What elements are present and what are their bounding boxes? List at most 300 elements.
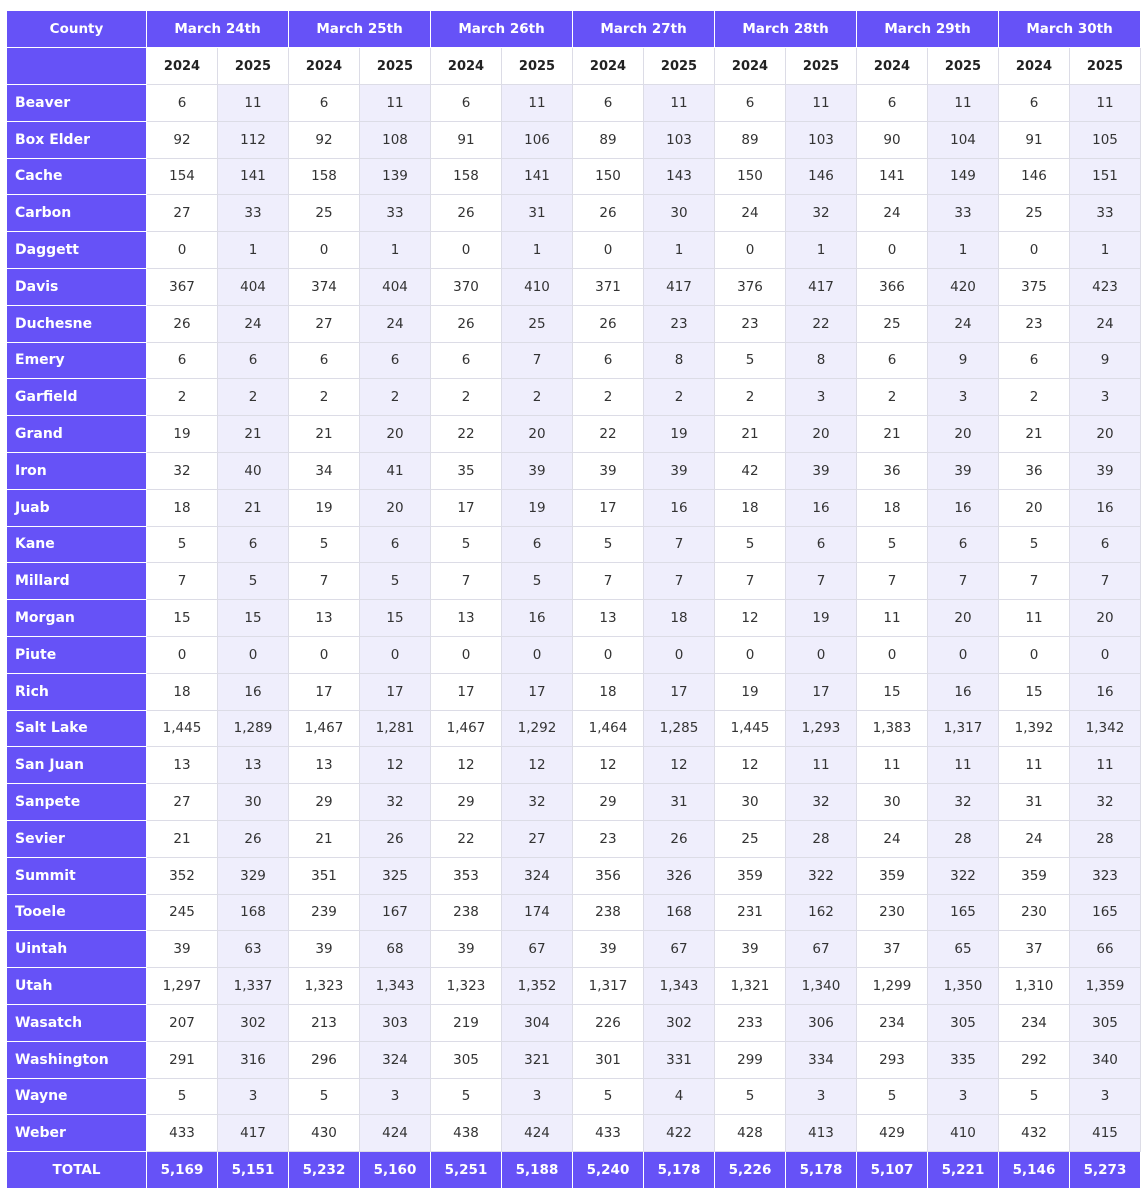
value-cell: 5 xyxy=(857,1078,928,1115)
date-header: March 27th xyxy=(573,11,715,48)
total-value-cell: 5,232 xyxy=(289,1152,360,1189)
value-cell: 29 xyxy=(573,784,644,821)
value-cell: 5 xyxy=(573,526,644,563)
value-cell: 1,323 xyxy=(431,968,502,1005)
county-name-cell: Carbon xyxy=(7,195,147,232)
value-cell: 359 xyxy=(857,857,928,894)
date-header: March 28th xyxy=(715,11,857,48)
value-cell: 219 xyxy=(431,1004,502,1041)
value-cell: 37 xyxy=(857,931,928,968)
value-cell: 32 xyxy=(786,784,857,821)
value-cell: 5 xyxy=(715,1078,786,1115)
value-cell: 16 xyxy=(928,673,999,710)
value-cell: 141 xyxy=(218,158,289,195)
value-cell: 66 xyxy=(1070,931,1141,968)
date-header: March 25th xyxy=(289,11,431,48)
value-cell: 6 xyxy=(431,342,502,379)
total-value-cell: 5,226 xyxy=(715,1152,786,1189)
value-cell: 2 xyxy=(218,379,289,416)
value-cell: 11 xyxy=(1070,85,1141,122)
value-cell: 0 xyxy=(218,636,289,673)
value-cell: 230 xyxy=(999,894,1070,931)
value-cell: 306 xyxy=(786,1004,857,1041)
value-cell: 16 xyxy=(786,489,857,526)
county-table-container xyxy=(6,10,1140,1189)
table-row xyxy=(7,1115,1141,1152)
value-cell: 5 xyxy=(502,563,573,600)
table-row xyxy=(7,710,1141,747)
value-cell: 25 xyxy=(715,820,786,857)
value-cell: 5 xyxy=(360,563,431,600)
table-row xyxy=(7,931,1141,968)
value-cell: 1,317 xyxy=(573,968,644,1005)
value-cell: 36 xyxy=(999,452,1070,489)
value-cell: 6 xyxy=(573,85,644,122)
value-cell: 20 xyxy=(1070,416,1141,453)
value-cell: 340 xyxy=(1070,1041,1141,1078)
value-cell: 24 xyxy=(715,195,786,232)
value-cell: 1,285 xyxy=(644,710,715,747)
value-cell: 2 xyxy=(857,379,928,416)
value-cell: 18 xyxy=(573,673,644,710)
value-cell: 2 xyxy=(147,379,218,416)
value-cell: 6 xyxy=(1070,526,1141,563)
county-name-cell: Emery xyxy=(7,342,147,379)
value-cell: 376 xyxy=(715,268,786,305)
value-cell: 5 xyxy=(857,526,928,563)
value-cell: 375 xyxy=(999,268,1070,305)
county-name-cell: Sanpete xyxy=(7,784,147,821)
value-cell: 3 xyxy=(360,1078,431,1115)
value-cell: 30 xyxy=(218,784,289,821)
value-cell: 39 xyxy=(289,931,360,968)
table-row xyxy=(7,342,1141,379)
year-header: 2024 xyxy=(715,48,786,85)
value-cell: 335 xyxy=(928,1041,999,1078)
value-cell: 21 xyxy=(147,820,218,857)
value-cell: 0 xyxy=(573,232,644,269)
value-cell: 24 xyxy=(999,820,1070,857)
value-cell: 1,297 xyxy=(147,968,218,1005)
county-name-cell: Kane xyxy=(7,526,147,563)
value-cell: 299 xyxy=(715,1041,786,1078)
table-row xyxy=(7,600,1141,637)
value-cell: 366 xyxy=(857,268,928,305)
value-cell: 6 xyxy=(147,85,218,122)
value-cell: 24 xyxy=(857,820,928,857)
table-row xyxy=(7,563,1141,600)
value-cell: 146 xyxy=(999,158,1070,195)
total-value-cell: 5,146 xyxy=(999,1152,1070,1189)
value-cell: 415 xyxy=(1070,1115,1141,1152)
value-cell: 6 xyxy=(218,526,289,563)
value-cell: 174 xyxy=(502,894,573,931)
table-row xyxy=(7,784,1141,821)
table-row xyxy=(7,747,1141,784)
value-cell: 17 xyxy=(360,673,431,710)
value-cell: 16 xyxy=(1070,673,1141,710)
date-header: March 30th xyxy=(999,11,1141,48)
table-row xyxy=(7,673,1141,710)
value-cell: 17 xyxy=(573,489,644,526)
value-cell: 316 xyxy=(218,1041,289,1078)
total-value-cell: 5,169 xyxy=(147,1152,218,1189)
county-name-cell: Cache xyxy=(7,158,147,195)
table-row xyxy=(7,85,1141,122)
value-cell: 3 xyxy=(786,1078,857,1115)
value-cell: 4 xyxy=(644,1078,715,1115)
value-cell: 1,445 xyxy=(147,710,218,747)
value-cell: 29 xyxy=(431,784,502,821)
value-cell: 231 xyxy=(715,894,786,931)
county-name-cell: Piute xyxy=(7,636,147,673)
value-cell: 40 xyxy=(218,452,289,489)
value-cell: 21 xyxy=(715,416,786,453)
value-cell: 334 xyxy=(786,1041,857,1078)
value-cell: 367 xyxy=(147,268,218,305)
value-cell: 25 xyxy=(502,305,573,342)
value-cell: 21 xyxy=(218,489,289,526)
value-cell: 67 xyxy=(644,931,715,968)
value-cell: 26 xyxy=(218,820,289,857)
value-cell: 11 xyxy=(928,85,999,122)
total-value-cell: 5,273 xyxy=(1070,1152,1141,1189)
value-cell: 0 xyxy=(502,636,573,673)
value-cell: 303 xyxy=(360,1004,431,1041)
value-cell: 105 xyxy=(1070,121,1141,158)
value-cell: 1 xyxy=(786,232,857,269)
value-cell: 32 xyxy=(360,784,431,821)
value-cell: 33 xyxy=(1070,195,1141,232)
value-cell: 370 xyxy=(431,268,502,305)
value-cell: 11 xyxy=(999,600,1070,637)
value-cell: 12 xyxy=(715,600,786,637)
county-name-cell: Juab xyxy=(7,489,147,526)
value-cell: 428 xyxy=(715,1115,786,1152)
value-cell: 0 xyxy=(999,636,1070,673)
value-cell: 33 xyxy=(360,195,431,232)
value-cell: 13 xyxy=(289,747,360,784)
value-cell: 27 xyxy=(502,820,573,857)
value-cell: 31 xyxy=(644,784,715,821)
value-cell: 0 xyxy=(857,636,928,673)
value-cell: 168 xyxy=(218,894,289,931)
value-cell: 26 xyxy=(147,305,218,342)
value-cell: 15 xyxy=(360,600,431,637)
value-cell: 23 xyxy=(644,305,715,342)
county-name-cell: Duchesne xyxy=(7,305,147,342)
value-cell: 17 xyxy=(644,673,715,710)
value-cell: 5 xyxy=(715,342,786,379)
value-cell: 6 xyxy=(431,85,502,122)
county-name-cell: Wasatch xyxy=(7,1004,147,1041)
value-cell: 26 xyxy=(644,820,715,857)
value-cell: 3 xyxy=(928,1078,999,1115)
value-cell: 91 xyxy=(999,121,1070,158)
value-cell: 321 xyxy=(502,1041,573,1078)
value-cell: 18 xyxy=(715,489,786,526)
value-cell: 371 xyxy=(573,268,644,305)
value-cell: 1,343 xyxy=(360,968,431,1005)
value-cell: 6 xyxy=(928,526,999,563)
value-cell: 21 xyxy=(999,416,1070,453)
value-cell: 0 xyxy=(573,636,644,673)
county-name-cell: San Juan xyxy=(7,747,147,784)
value-cell: 13 xyxy=(573,600,644,637)
value-cell: 13 xyxy=(147,747,218,784)
value-cell: 26 xyxy=(360,820,431,857)
county-name-cell: Salt Lake xyxy=(7,710,147,747)
value-cell: 25 xyxy=(999,195,1070,232)
county-name-cell: Garfield xyxy=(7,379,147,416)
value-cell: 239 xyxy=(289,894,360,931)
value-cell: 422 xyxy=(644,1115,715,1152)
value-cell: 0 xyxy=(360,636,431,673)
value-cell: 13 xyxy=(431,600,502,637)
value-cell: 16 xyxy=(1070,489,1141,526)
value-cell: 20 xyxy=(786,416,857,453)
value-cell: 31 xyxy=(502,195,573,232)
total-value-cell: 5,240 xyxy=(573,1152,644,1189)
county-name-cell: Utah xyxy=(7,968,147,1005)
county-name-cell: Weber xyxy=(7,1115,147,1152)
value-cell: 5 xyxy=(289,1078,360,1115)
value-cell: 32 xyxy=(502,784,573,821)
value-cell: 7 xyxy=(147,563,218,600)
value-cell: 12 xyxy=(715,747,786,784)
value-cell: 19 xyxy=(715,673,786,710)
value-cell: 424 xyxy=(502,1115,573,1152)
table-row xyxy=(7,379,1141,416)
value-cell: 1,317 xyxy=(928,710,999,747)
table-row xyxy=(7,232,1141,269)
value-cell: 6 xyxy=(999,85,1070,122)
county-name-cell: Summit xyxy=(7,857,147,894)
value-cell: 32 xyxy=(928,784,999,821)
value-cell: 324 xyxy=(360,1041,431,1078)
value-cell: 151 xyxy=(1070,158,1141,195)
year-header: 2025 xyxy=(502,48,573,85)
value-cell: 5 xyxy=(431,526,502,563)
value-cell: 68 xyxy=(360,931,431,968)
value-cell: 351 xyxy=(289,857,360,894)
value-cell: 1,392 xyxy=(999,710,1070,747)
value-cell: 430 xyxy=(289,1115,360,1152)
value-cell: 13 xyxy=(218,747,289,784)
total-row xyxy=(7,1152,1141,1189)
value-cell: 3 xyxy=(502,1078,573,1115)
value-cell: 233 xyxy=(715,1004,786,1041)
value-cell: 438 xyxy=(431,1115,502,1152)
value-cell: 91 xyxy=(431,121,502,158)
value-cell: 2 xyxy=(715,379,786,416)
value-cell: 230 xyxy=(857,894,928,931)
table-row xyxy=(7,489,1141,526)
value-cell: 34 xyxy=(289,452,360,489)
value-cell: 304 xyxy=(502,1004,573,1041)
value-cell: 0 xyxy=(431,232,502,269)
value-cell: 33 xyxy=(218,195,289,232)
year-header: 2025 xyxy=(786,48,857,85)
value-cell: 23 xyxy=(573,820,644,857)
county-name-cell: Tooele xyxy=(7,894,147,931)
value-cell: 6 xyxy=(573,342,644,379)
value-cell: 245 xyxy=(147,894,218,931)
value-cell: 6 xyxy=(360,342,431,379)
value-cell: 353 xyxy=(431,857,502,894)
value-cell: 31 xyxy=(999,784,1070,821)
value-cell: 2 xyxy=(360,379,431,416)
value-cell: 11 xyxy=(857,600,928,637)
value-cell: 146 xyxy=(786,158,857,195)
value-cell: 30 xyxy=(644,195,715,232)
value-cell: 15 xyxy=(999,673,1070,710)
value-cell: 20 xyxy=(928,416,999,453)
value-cell: 410 xyxy=(928,1115,999,1152)
value-cell: 16 xyxy=(502,600,573,637)
value-cell: 20 xyxy=(1070,600,1141,637)
county-name-cell: Washington xyxy=(7,1041,147,1078)
value-cell: 17 xyxy=(786,673,857,710)
value-cell: 374 xyxy=(289,268,360,305)
value-cell: 37 xyxy=(999,931,1070,968)
value-cell: 1,359 xyxy=(1070,968,1141,1005)
value-cell: 325 xyxy=(360,857,431,894)
value-cell: 433 xyxy=(573,1115,644,1152)
value-cell: 9 xyxy=(1070,342,1141,379)
value-cell: 89 xyxy=(715,121,786,158)
value-cell: 12 xyxy=(644,747,715,784)
value-cell: 305 xyxy=(431,1041,502,1078)
value-cell: 27 xyxy=(147,784,218,821)
value-cell: 0 xyxy=(289,232,360,269)
value-cell: 7 xyxy=(928,563,999,600)
value-cell: 90 xyxy=(857,121,928,158)
value-cell: 424 xyxy=(360,1115,431,1152)
value-cell: 89 xyxy=(573,121,644,158)
value-cell: 141 xyxy=(502,158,573,195)
year-header: 2024 xyxy=(431,48,502,85)
value-cell: 24 xyxy=(1070,305,1141,342)
value-cell: 1 xyxy=(360,232,431,269)
value-cell: 413 xyxy=(786,1115,857,1152)
value-cell: 165 xyxy=(1070,894,1141,931)
value-cell: 305 xyxy=(928,1004,999,1041)
value-cell: 301 xyxy=(573,1041,644,1078)
value-cell: 7 xyxy=(644,526,715,563)
table-row xyxy=(7,1041,1141,1078)
value-cell: 0 xyxy=(715,636,786,673)
value-cell: 11 xyxy=(502,85,573,122)
value-cell: 6 xyxy=(715,85,786,122)
value-cell: 149 xyxy=(928,158,999,195)
value-cell: 12 xyxy=(360,747,431,784)
value-cell: 5 xyxy=(999,526,1070,563)
value-cell: 11 xyxy=(786,747,857,784)
value-cell: 6 xyxy=(999,342,1070,379)
value-cell: 238 xyxy=(431,894,502,931)
value-cell: 1,343 xyxy=(644,968,715,1005)
value-cell: 20 xyxy=(360,489,431,526)
value-cell: 5 xyxy=(999,1078,1070,1115)
value-cell: 65 xyxy=(928,931,999,968)
value-cell: 5 xyxy=(573,1078,644,1115)
value-cell: 322 xyxy=(928,857,999,894)
value-cell: 21 xyxy=(289,820,360,857)
value-cell: 32 xyxy=(1070,784,1141,821)
value-cell: 35 xyxy=(431,452,502,489)
table-row xyxy=(7,195,1141,232)
value-cell: 1 xyxy=(502,232,573,269)
value-cell: 168 xyxy=(644,894,715,931)
value-cell: 22 xyxy=(573,416,644,453)
table-row xyxy=(7,894,1141,931)
value-cell: 15 xyxy=(857,673,928,710)
value-cell: 26 xyxy=(573,195,644,232)
table-row xyxy=(7,121,1141,158)
total-value-cell: 5,151 xyxy=(218,1152,289,1189)
value-cell: 7 xyxy=(715,563,786,600)
value-cell: 12 xyxy=(573,747,644,784)
value-cell: 11 xyxy=(360,85,431,122)
value-cell: 19 xyxy=(147,416,218,453)
year-header: 2025 xyxy=(360,48,431,85)
value-cell: 226 xyxy=(573,1004,644,1041)
value-cell: 432 xyxy=(999,1115,1070,1152)
value-cell: 352 xyxy=(147,857,218,894)
value-cell: 3 xyxy=(786,379,857,416)
value-cell: 6 xyxy=(289,342,360,379)
value-cell: 158 xyxy=(289,158,360,195)
value-cell: 28 xyxy=(786,820,857,857)
value-cell: 1,464 xyxy=(573,710,644,747)
value-cell: 6 xyxy=(857,85,928,122)
year-header: 2024 xyxy=(573,48,644,85)
value-cell: 39 xyxy=(786,452,857,489)
value-cell: 5 xyxy=(147,526,218,563)
value-cell: 17 xyxy=(289,673,360,710)
value-cell: 1,293 xyxy=(786,710,857,747)
value-cell: 15 xyxy=(218,600,289,637)
value-cell: 213 xyxy=(289,1004,360,1041)
value-cell: 24 xyxy=(360,305,431,342)
county-name-cell: Davis xyxy=(7,268,147,305)
value-cell: 39 xyxy=(1070,452,1141,489)
value-cell: 39 xyxy=(431,931,502,968)
value-cell: 1,383 xyxy=(857,710,928,747)
value-cell: 417 xyxy=(644,268,715,305)
value-cell: 11 xyxy=(218,85,289,122)
value-cell: 106 xyxy=(502,121,573,158)
value-cell: 2 xyxy=(999,379,1070,416)
value-cell: 165 xyxy=(928,894,999,931)
value-cell: 16 xyxy=(928,489,999,526)
value-cell: 1,350 xyxy=(928,968,999,1005)
county-name-cell: Millard xyxy=(7,563,147,600)
value-cell: 11 xyxy=(928,747,999,784)
value-cell: 6 xyxy=(857,342,928,379)
value-cell: 108 xyxy=(360,121,431,158)
value-cell: 326 xyxy=(644,857,715,894)
value-cell: 207 xyxy=(147,1004,218,1041)
value-cell: 296 xyxy=(289,1041,360,1078)
value-cell: 292 xyxy=(999,1041,1070,1078)
value-cell: 5 xyxy=(715,526,786,563)
value-cell: 39 xyxy=(644,452,715,489)
value-cell: 39 xyxy=(573,931,644,968)
value-cell: 103 xyxy=(644,121,715,158)
value-cell: 322 xyxy=(786,857,857,894)
